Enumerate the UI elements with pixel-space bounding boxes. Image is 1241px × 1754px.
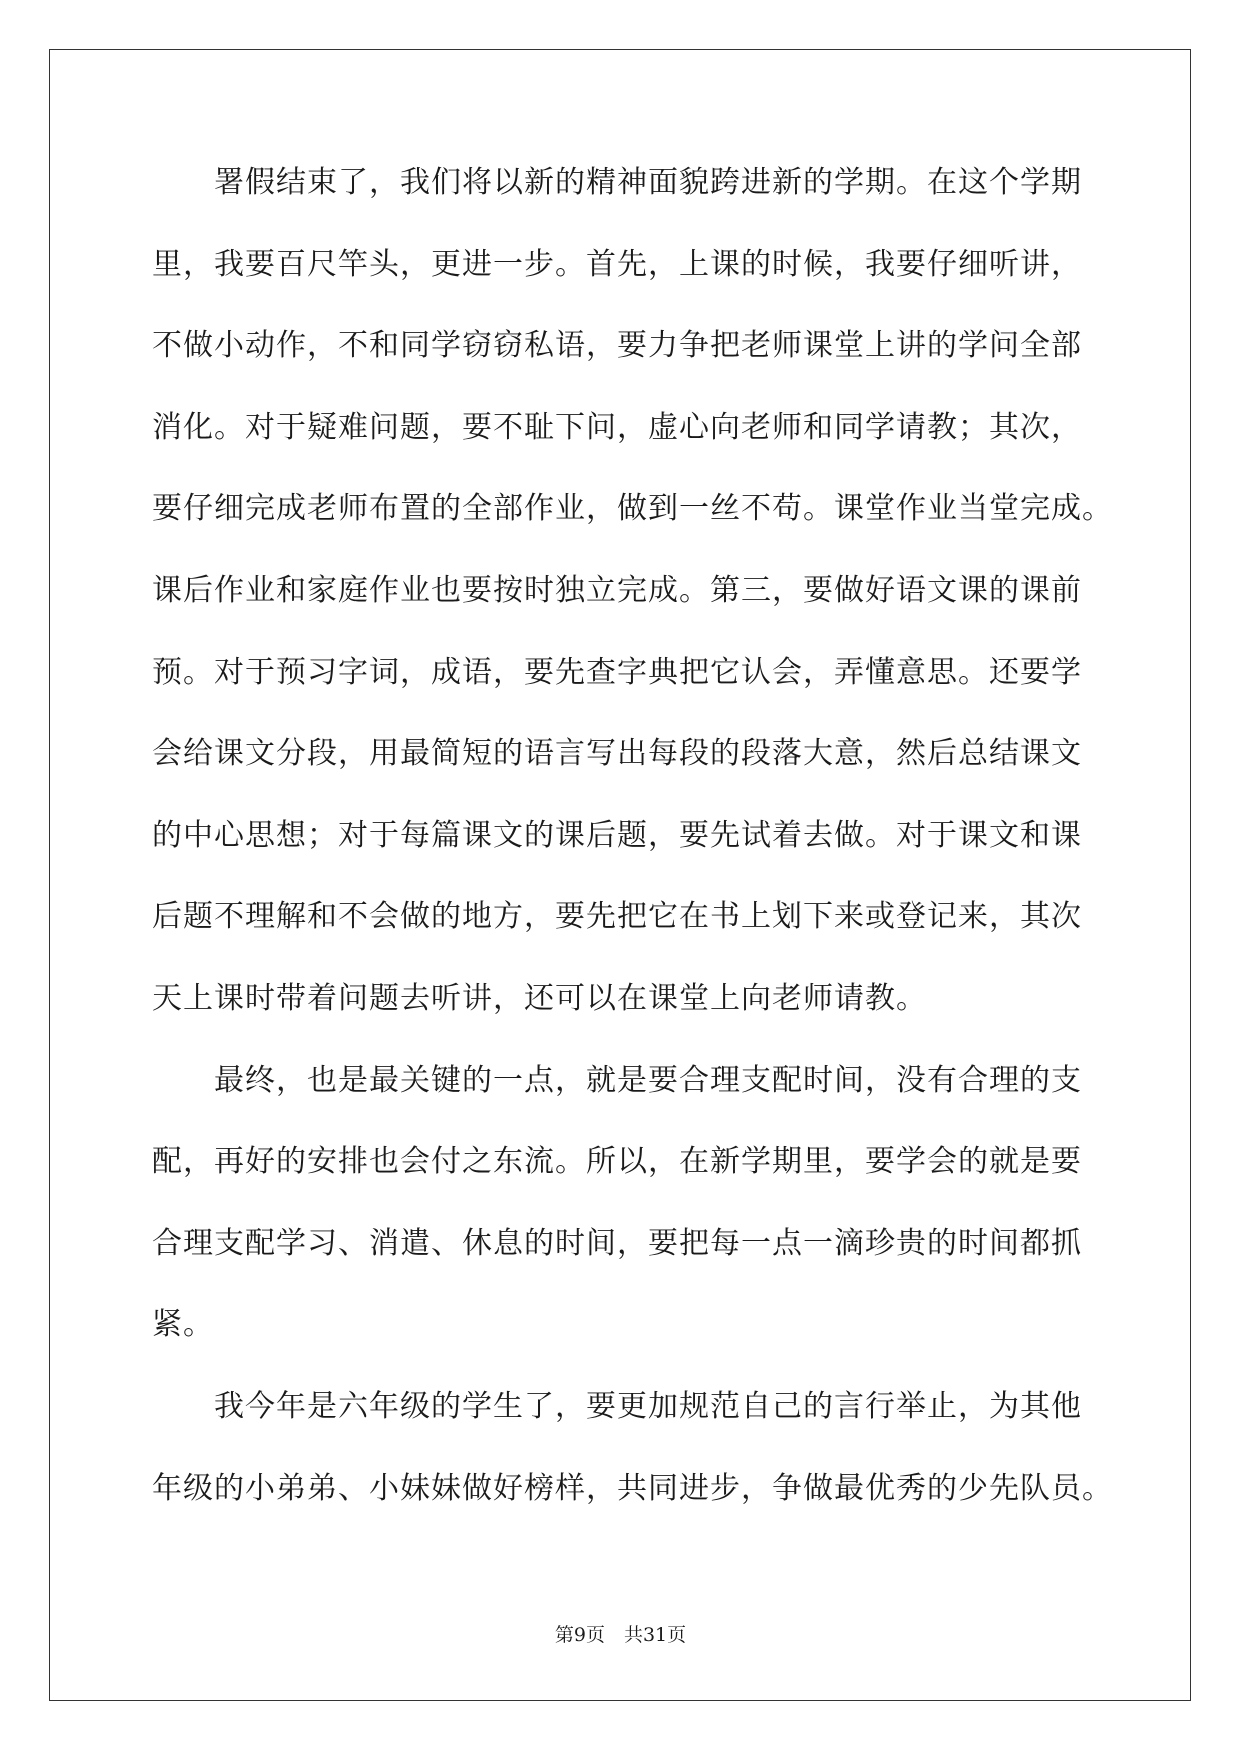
- text-line: 紧。: [152, 1307, 214, 1343]
- text-line: 消化。对于疑难问题，要不耻下问，虚心向老师和同学请教；其次，: [152, 409, 1082, 445]
- text-line: 里，我要百尺竿头，更进一步。首先，上课的时候，我要仔细听讲，: [152, 246, 1082, 282]
- text-line: 我今年是六年级的学生了，要更加规范自己的言行举止，为其他: [214, 1388, 1082, 1424]
- page-number: 第9页 共31页: [554, 1624, 687, 1646]
- text-line: 年级的小弟弟、小妹妹做好榜样，共同进步，争做最优秀的少先队员。: [152, 1470, 1113, 1506]
- text-line: 预。对于预习字词，成语，要先查字典把它认会，弄懂意思。还要学: [152, 654, 1082, 690]
- text-line: 的中心思想；对于每篇课文的课后题，要先试着去做。对于课文和课: [152, 817, 1082, 853]
- text-line: 后题不理解和不会做的地方，要先把它在书上划下来或登记来，其次: [152, 899, 1082, 935]
- text-line: 要仔细完成老师布置的全部作业，做到一丝不苟。课堂作业当堂完成。: [152, 491, 1113, 527]
- text-line: 合理支配学习、消遣、休息的时间，要把每一点一滴珍贵的时间都抓: [152, 1225, 1082, 1261]
- page-footer: [0, 1620, 1241, 1647]
- text-line: 会给课文分段，用最简短的语言写出每段的段落大意，然后总结课文: [152, 736, 1082, 772]
- text-line: 配，再好的安排也会付之东流。所以，在新学期里，要学会的就是要: [152, 1144, 1082, 1180]
- document-body: [152, 163, 1113, 1550]
- text-line: 课后作业和家庭作业也要按时独立完成。第三，要做好语文课的课前: [152, 572, 1082, 608]
- text-line: 天上课时带着问题去听讲，还可以在课堂上向老师请教。: [152, 980, 927, 1016]
- text-line: 不做小动作，不和同学窃窃私语，要力争把老师课堂上讲的学问全部: [152, 328, 1082, 364]
- text-line: 署假结束了，我们将以新的精神面貌跨进新的学期。在这个学期: [214, 165, 1082, 200]
- text-line: 最终，也是最关键的一点，就是要合理支配时间，没有合理的支: [214, 1062, 1082, 1098]
